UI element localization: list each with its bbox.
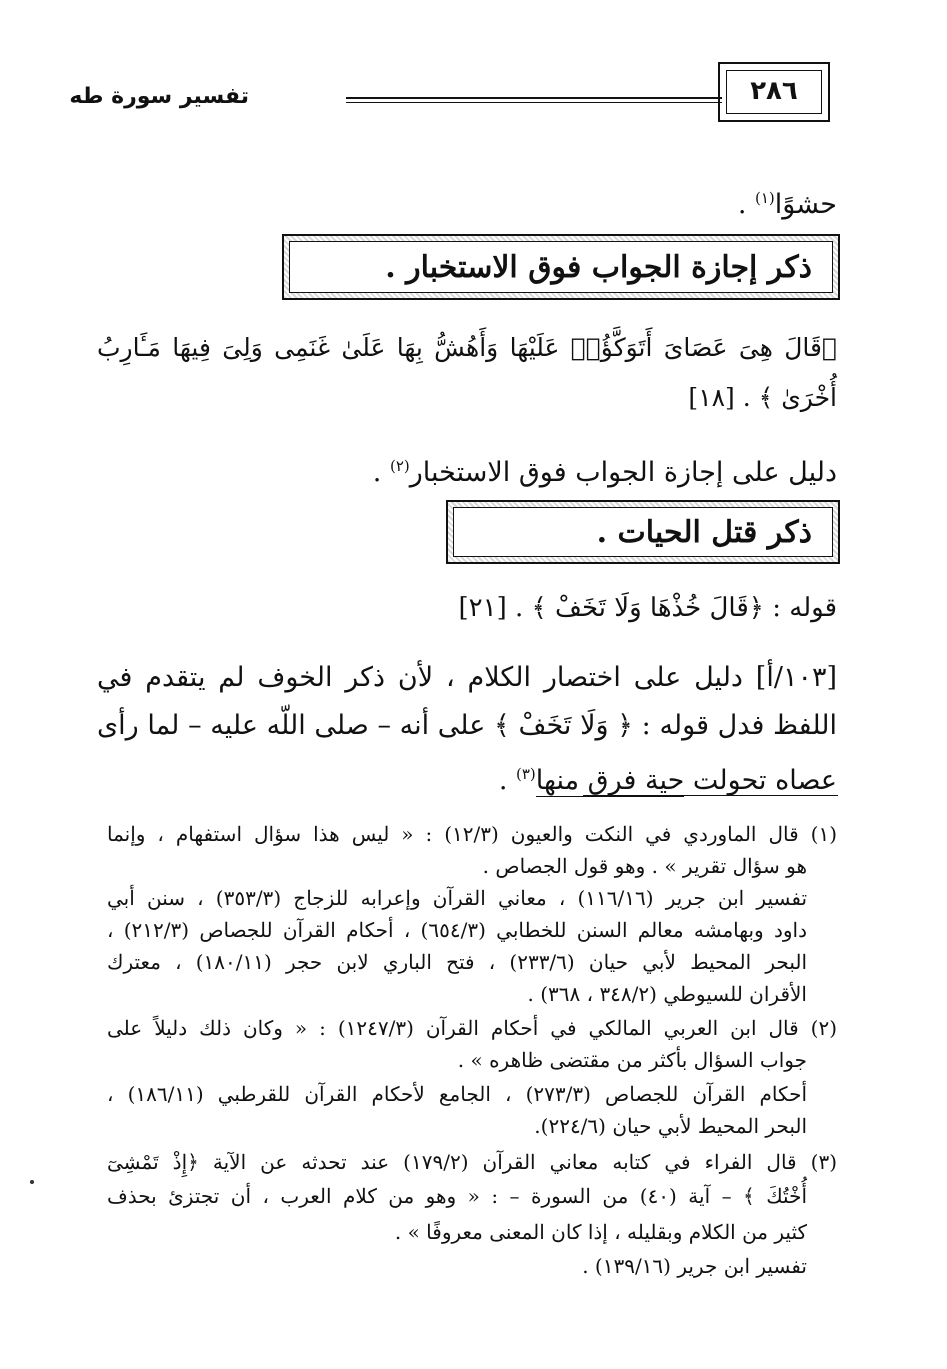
- footnote-line: داود وبهامشه معالم السنن للخطابي (٦٥٤/٣) ، أحكام القرآن للجصاص (٢١٢/٣) ،: [107, 918, 808, 942]
- footnote-line: الأقران للسيوطي (٣٤٨/٢ ، ٣٦٨) .: [527, 982, 807, 1006]
- footnote-line: كثير من الكلام وبقليله ، إذا كان المعنى معروفًا » .: [394, 1220, 807, 1244]
- section-heading-2: ذكر قتل الحيات .: [596, 514, 812, 550]
- verse-line-2: أُخْرَىٰ ﴾ . [١٨]: [688, 383, 837, 412]
- footnote-line: (١) قال الماوردي في النكت والعيون (١٢/٣) : « ليس هذا سؤال استفهام ، وإنما: [107, 822, 837, 846]
- footnote-line: أحكام القرآن للجصاص (٢٧٣/٣) ، الجامع لأحكام القرآن للقرطبي (١٨٦/١١) ،: [107, 1082, 807, 1106]
- footnote-line: أُخْتُكَ ﴾ – آية (٤٠) من السورة – : « وهو من كلام العرب ، أن تجتزئ بحذف: [107, 1184, 808, 1208]
- body-text-underlined: حية فرق منها: [535, 765, 685, 796]
- section-heading-box-2: [446, 500, 840, 564]
- body-text: عصاه تحولت: [684, 765, 837, 796]
- header-rule-thin: [346, 102, 722, 103]
- section-heading-1: ذكر إجازة الجواب فوق الاستخبار .: [385, 249, 812, 285]
- body-text-end: .: [372, 457, 390, 488]
- page-number: ٢٨٦: [750, 76, 798, 106]
- footnote-separator: [583, 795, 838, 796]
- footnote-ref-1[interactable]: (١): [754, 189, 775, 207]
- page-number-box: [718, 62, 830, 122]
- footnote-line: البحر المحيط لأبي حيان (٢٣٣/٦) ، فتح الباري لابن حجر (١٨٠/١١) ، معترك: [107, 950, 808, 974]
- section-heading-inner: [289, 241, 833, 293]
- body-line-1: [97, 176, 837, 227]
- body-text-end: .: [737, 189, 755, 220]
- footnote-line: هو سؤال تقرير » . وهو قول الجصاص .: [482, 854, 807, 878]
- footnote-line: جواب السؤال بأكثر من مقتضى ظاهره » .: [457, 1048, 807, 1072]
- footnote-line: البحر المحيط لأبي حيان (٢٢٤/٦).: [534, 1114, 807, 1138]
- scan-speck: [30, 1180, 34, 1184]
- footnote-ref-3[interactable]: (٣): [516, 765, 536, 783]
- verse-line-3: قوله : ﴿قَالَ خُذْهَا وَلَا تَخَفْ ﴾ . [٢١]: [458, 593, 837, 623]
- footnote-ref-2[interactable]: (٢): [389, 457, 410, 475]
- paragraph-line-1: [١٠٣/أ] دليل على اختصار الكلام ، لأن ذكر الخوف لم يتقدم في: [97, 662, 837, 693]
- body-text: حشوًا: [774, 189, 837, 220]
- footnote-line: تفسير ابن جرير (١١٦/١٦) ، معاني القرآن وإعرابه للزجاج (٣٥٣/٣) ، سنن أبي: [107, 886, 808, 910]
- verse-line-1: ﴿قَالَ هِىَ عَصَاىَ أَتَوَكَّؤُا۟ عَلَيْهَا وَأَهُشُّ بِهَا عَلَىٰ غَنَمِى وَلِىَ فِيهَا مَـَٔارِبُ: [97, 333, 837, 362]
- paragraph-line-2: اللفظ فدل قوله : ﴿ وَلَا تَخَفْ ﴾ على أنه – صلى اللّه عليه – لما رأى: [97, 710, 837, 741]
- footnote-line: تفسير ابن جرير (١٣٩/١٦) .: [582, 1254, 807, 1278]
- footnote-line: (٣) قال الفراء في كتابه معاني القرآن (١٧٩/٢) عند تحدثه عن الآية ﴿إِذْ تَمْشِىٓ: [107, 1150, 837, 1174]
- footnote-line: (٢) قال ابن العربي المالكي في أحكام القرآن (١٢٤٧/٣) : « وكان ذلك دليلاً على: [107, 1016, 837, 1040]
- section-heading-box-1: [282, 234, 840, 300]
- running-title: تفسير سورة طه: [69, 84, 249, 109]
- body-line-evidence: [97, 444, 837, 495]
- section-heading-inner: [453, 507, 833, 557]
- body-text-end: .: [498, 765, 516, 796]
- header-rule: [346, 97, 722, 99]
- body-text: دليل على إجازة الجواب فوق الاستخبار: [409, 457, 837, 488]
